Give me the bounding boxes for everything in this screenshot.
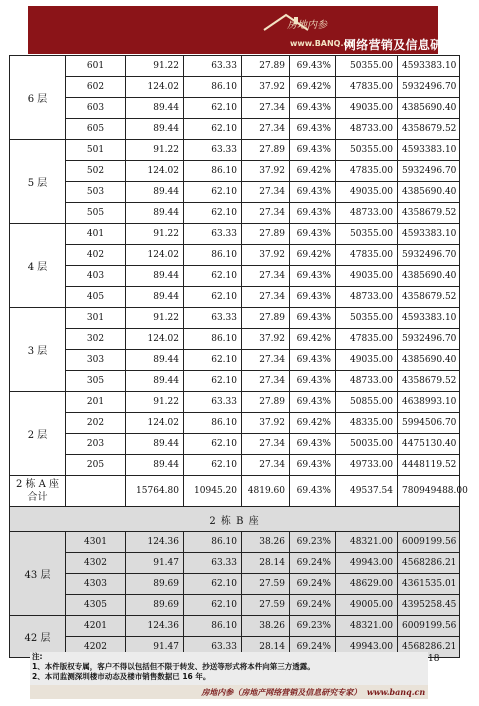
- table-cell: 37.92: [242, 161, 290, 182]
- table-cell: 37.92: [242, 413, 290, 434]
- table-cell: 86.10: [184, 532, 242, 553]
- table-cell: 63.33: [184, 224, 242, 245]
- total-cell: 4819.60: [242, 476, 290, 507]
- room-number: 401: [66, 224, 126, 245]
- table-cell: 49943.00: [336, 637, 398, 658]
- table-row: [10, 350, 460, 371]
- table-cell: 86.10: [184, 329, 242, 350]
- table-cell: 47835.00: [336, 245, 398, 266]
- table-cell: 27.89: [242, 308, 290, 329]
- table-cell: 124.02: [126, 245, 184, 266]
- table-cell: 69.42%: [290, 161, 336, 182]
- table-cell: 27.34: [242, 98, 290, 119]
- table-cell: 69.42%: [290, 245, 336, 266]
- table-cell: 69.43%: [290, 182, 336, 203]
- table-cell: 62.10: [184, 574, 242, 595]
- room-number: 505: [66, 203, 126, 224]
- table-cell: 69.24%: [290, 637, 336, 658]
- table-cell: 89.44: [126, 434, 184, 455]
- table-cell: 89.44: [126, 119, 184, 140]
- table-cell: 48733.00: [336, 371, 398, 392]
- table-cell: 4358679.52: [398, 119, 460, 140]
- room-number: 201: [66, 392, 126, 413]
- table-row: [10, 287, 460, 308]
- table-cell: 86.10: [184, 616, 242, 637]
- table-row: [10, 98, 460, 119]
- table-cell: 50855.00: [336, 392, 398, 413]
- header-title: 网络营销及信息研究专家: [344, 38, 479, 52]
- table-cell: 28.14: [242, 637, 290, 658]
- table-cell: 4593383.10: [398, 140, 460, 161]
- table-cell: 37.92: [242, 329, 290, 350]
- table-cell: 27.89: [242, 140, 290, 161]
- room-number: 303: [66, 350, 126, 371]
- table-cell: 69.43%: [290, 287, 336, 308]
- room-number: 4305: [66, 595, 126, 616]
- table-row: [10, 434, 460, 455]
- table-cell: 89.44: [126, 455, 184, 476]
- room-number: 4303: [66, 574, 126, 595]
- table-cell: 124.36: [126, 616, 184, 637]
- room-number: 602: [66, 77, 126, 98]
- table-cell: 89.44: [126, 287, 184, 308]
- table-cell: 124.02: [126, 329, 184, 350]
- table-cell: 27.34: [242, 371, 290, 392]
- table-cell: 69.43%: [290, 308, 336, 329]
- notes-label: 注:: [32, 652, 43, 661]
- table-cell: 48321.00: [336, 616, 398, 637]
- table-cell: 69.23%: [290, 616, 336, 637]
- table-cell: 124.02: [126, 413, 184, 434]
- floor-label: 42 层: [10, 616, 66, 658]
- total-row: [10, 476, 460, 507]
- room-number: 402: [66, 245, 126, 266]
- table-cell: 4385690.40: [398, 182, 460, 203]
- table-cell: 63.33: [184, 140, 242, 161]
- table-cell: 69.43%: [290, 98, 336, 119]
- table-cell: 5932496.70: [398, 161, 460, 182]
- footer-url: www.banq.cn: [366, 687, 426, 697]
- floor-label: 4 层: [10, 224, 66, 308]
- table-cell: 47835.00: [336, 77, 398, 98]
- table-cell: 86.10: [184, 413, 242, 434]
- table-cell: 27.59: [242, 574, 290, 595]
- table-row: [10, 595, 460, 616]
- table-cell: 27.34: [242, 266, 290, 287]
- table-cell: 48733.00: [336, 203, 398, 224]
- table-cell: 4358679.52: [398, 203, 460, 224]
- table-row: [10, 77, 460, 98]
- table-cell: 49943.00: [336, 553, 398, 574]
- table-cell: 91.22: [126, 308, 184, 329]
- table-row: [10, 392, 460, 413]
- table-cell: 69.43%: [290, 119, 336, 140]
- table-cell: 4593383.10: [398, 308, 460, 329]
- table-cell: 91.47: [126, 637, 184, 658]
- table-cell: 4568286.21: [398, 637, 460, 658]
- table-cell: 69.24%: [290, 574, 336, 595]
- total-cell: 49537.54: [336, 476, 398, 507]
- table-cell: 49035.00: [336, 350, 398, 371]
- logo-url: www.BANQ.cn: [290, 39, 354, 48]
- table-cell: 4358679.52: [398, 371, 460, 392]
- table-row: [10, 574, 460, 595]
- table-cell: 50355.00: [336, 56, 398, 77]
- room-number: 205: [66, 455, 126, 476]
- room-number: 301: [66, 308, 126, 329]
- table-cell: 4638993.10: [398, 392, 460, 413]
- table-cell: 27.34: [242, 287, 290, 308]
- table-cell: 91.22: [126, 140, 184, 161]
- total-cell: 15764.80: [126, 476, 184, 507]
- table-cell: 28.14: [242, 553, 290, 574]
- table-cell: 50355.00: [336, 308, 398, 329]
- table-cell: 50035.00: [336, 434, 398, 455]
- room-number: 302: [66, 329, 126, 350]
- table-cell: 6009199.56: [398, 532, 460, 553]
- table-row: [10, 56, 460, 77]
- room-number: 4202: [66, 637, 126, 658]
- room-number: 4201: [66, 616, 126, 637]
- table-body: [10, 56, 468, 658]
- table-cell: 27.59: [242, 595, 290, 616]
- table-cell: 89.44: [126, 350, 184, 371]
- table-row: [10, 308, 460, 329]
- table-cell: 47835.00: [336, 329, 398, 350]
- table-cell: 69.43%: [290, 203, 336, 224]
- table-cell: 62.10: [184, 287, 242, 308]
- table-cell: 27.89: [242, 224, 290, 245]
- section-row: [10, 507, 460, 532]
- table-cell: 6009199.56: [398, 616, 460, 637]
- table-row: [10, 245, 460, 266]
- table-cell: 89.69: [126, 595, 184, 616]
- room-number: 202: [66, 413, 126, 434]
- total-cell: 780949488.00: [398, 476, 460, 507]
- table-row: [10, 266, 460, 287]
- table-cell: 89.69: [126, 574, 184, 595]
- table-cell: 91.47: [126, 553, 184, 574]
- table-cell: 89.44: [126, 182, 184, 203]
- floor-label: 43 层: [10, 532, 66, 616]
- table-cell: 62.10: [184, 98, 242, 119]
- table-cell: 124.02: [126, 161, 184, 182]
- table-cell: 4361535.01: [398, 574, 460, 595]
- table-cell: 69.43%: [290, 434, 336, 455]
- table-cell: 86.10: [184, 77, 242, 98]
- table-cell: 4395258.45: [398, 595, 460, 616]
- table-cell: 5932496.70: [398, 77, 460, 98]
- table-cell: 5932496.70: [398, 329, 460, 350]
- table-row: [10, 616, 460, 637]
- table-cell: 38.26: [242, 616, 290, 637]
- table-cell: 48733.00: [336, 119, 398, 140]
- total-cell: 10945.20: [184, 476, 242, 507]
- total-cell: 69.43%: [290, 476, 336, 507]
- table-cell: 27.34: [242, 203, 290, 224]
- table-cell: 91.22: [126, 56, 184, 77]
- table-row: [10, 140, 460, 161]
- total-cell: [66, 476, 126, 507]
- table-cell: 62.10: [184, 595, 242, 616]
- table-cell: 49005.00: [336, 595, 398, 616]
- table-cell: 50355.00: [336, 224, 398, 245]
- table-cell: 5994506.70: [398, 413, 460, 434]
- page-number: 18: [428, 654, 440, 664]
- room-number: 502: [66, 161, 126, 182]
- table-row: [10, 455, 460, 476]
- table-cell: 4448119.52: [398, 455, 460, 476]
- price-table: [9, 55, 468, 658]
- table-cell: 89.44: [126, 98, 184, 119]
- room-number: 305: [66, 371, 126, 392]
- table-cell: 86.10: [184, 245, 242, 266]
- table-cell: 62.10: [184, 455, 242, 476]
- table-row: [10, 329, 460, 350]
- header-banner: [28, 6, 479, 54]
- table-cell: 63.33: [184, 637, 242, 658]
- room-number: 4301: [66, 532, 126, 553]
- table-cell: 49035.00: [336, 182, 398, 203]
- table-cell: 27.89: [242, 56, 290, 77]
- table-cell: 69.43%: [290, 350, 336, 371]
- table-cell: 63.33: [184, 56, 242, 77]
- table-cell: 50355.00: [336, 140, 398, 161]
- table-cell: 62.10: [184, 203, 242, 224]
- table-cell: 69.42%: [290, 329, 336, 350]
- room-number: 403: [66, 266, 126, 287]
- table-cell: 124.02: [126, 77, 184, 98]
- table-cell: 63.33: [184, 308, 242, 329]
- table-cell: 5932496.70: [398, 245, 460, 266]
- table-cell: 48629.00: [336, 574, 398, 595]
- table-cell: 47835.00: [336, 161, 398, 182]
- total-label: 2 栋 A 座合计: [10, 476, 66, 507]
- table-cell: 62.10: [184, 119, 242, 140]
- table-cell: 69.43%: [290, 266, 336, 287]
- table-cell: 89.44: [126, 371, 184, 392]
- table-cell: 27.34: [242, 434, 290, 455]
- table-cell: 89.44: [126, 266, 184, 287]
- table-cell: 49733.00: [336, 455, 398, 476]
- table-cell: 27.34: [242, 350, 290, 371]
- table-cell: 49035.00: [336, 98, 398, 119]
- floor-label: 6 层: [10, 56, 66, 140]
- table-cell: 27.34: [242, 182, 290, 203]
- room-number: 501: [66, 140, 126, 161]
- table-cell: 91.22: [126, 392, 184, 413]
- room-number: 601: [66, 56, 126, 77]
- table-cell: 27.34: [242, 119, 290, 140]
- table-cell: 91.22: [126, 224, 184, 245]
- room-number: 603: [66, 98, 126, 119]
- table-cell: 27.89: [242, 392, 290, 413]
- table-row: [10, 371, 460, 392]
- table-row: [10, 224, 460, 245]
- table-cell: 69.24%: [290, 553, 336, 574]
- table-cell: 4358679.52: [398, 287, 460, 308]
- room-number: 503: [66, 182, 126, 203]
- table-cell: 48733.00: [336, 287, 398, 308]
- section-title: 2 栋 B 座: [10, 507, 460, 532]
- table-cell: 69.43%: [290, 371, 336, 392]
- floor-label: 3 层: [10, 308, 66, 392]
- table-cell: 38.26: [242, 532, 290, 553]
- table-cell: 4385690.40: [398, 98, 460, 119]
- table-cell: 4385690.40: [398, 350, 460, 371]
- table-cell: 69.43%: [290, 455, 336, 476]
- note-2: 2、本司监测深圳楼市动态及楼市销售数据已 16 年。: [32, 672, 211, 681]
- table-cell: 62.10: [184, 182, 242, 203]
- table-row: [10, 532, 460, 553]
- table-cell: 69.43%: [290, 140, 336, 161]
- table-cell: 69.43%: [290, 224, 336, 245]
- table-cell: 69.23%: [290, 532, 336, 553]
- table-cell: 4385690.40: [398, 266, 460, 287]
- table-row: [10, 182, 460, 203]
- table-row: [10, 553, 460, 574]
- room-number: 203: [66, 434, 126, 455]
- room-number: 405: [66, 287, 126, 308]
- table-cell: 69.43%: [290, 392, 336, 413]
- table-cell: 4593383.10: [398, 224, 460, 245]
- footer-text: 房地内参（房地产网络营销及信息研究专家）: [201, 687, 362, 697]
- note-1: 1、本件版权专属，客户不得以包括但不限于转发、抄送等形式将本件向第三方透露。: [32, 662, 315, 671]
- table-row: [10, 161, 460, 182]
- table-cell: 69.43%: [290, 56, 336, 77]
- table-cell: 86.10: [184, 161, 242, 182]
- room-number: 4302: [66, 553, 126, 574]
- notes-box: [30, 652, 428, 686]
- table-cell: 4568286.21: [398, 553, 460, 574]
- table-cell: 4593383.10: [398, 56, 460, 77]
- table-row: [10, 119, 460, 140]
- table-cell: 49035.00: [336, 266, 398, 287]
- table-cell: 69.42%: [290, 413, 336, 434]
- table-cell: 62.10: [184, 266, 242, 287]
- table-cell: 63.33: [184, 392, 242, 413]
- table-cell: 62.10: [184, 350, 242, 371]
- table-row: [10, 413, 460, 434]
- table-cell: 69.24%: [290, 595, 336, 616]
- table-cell: 124.36: [126, 532, 184, 553]
- table-cell: 37.92: [242, 245, 290, 266]
- floor-label: 5 层: [10, 140, 66, 224]
- room-number: 605: [66, 119, 126, 140]
- table-cell: 62.10: [184, 434, 242, 455]
- footer-bar: [30, 685, 428, 699]
- logo-text: 房地内参: [287, 20, 327, 31]
- table-cell: 89.44: [126, 203, 184, 224]
- table-cell: 27.34: [242, 455, 290, 476]
- table-cell: 69.42%: [290, 77, 336, 98]
- table-cell: 37.92: [242, 77, 290, 98]
- table-row: [10, 203, 460, 224]
- table-cell: 63.33: [184, 553, 242, 574]
- floor-label: 2 层: [10, 392, 66, 476]
- table-cell: 48321.00: [336, 532, 398, 553]
- table-cell: 48335.00: [336, 413, 398, 434]
- table-cell: 4475130.40: [398, 434, 460, 455]
- table-cell: 62.10: [184, 371, 242, 392]
